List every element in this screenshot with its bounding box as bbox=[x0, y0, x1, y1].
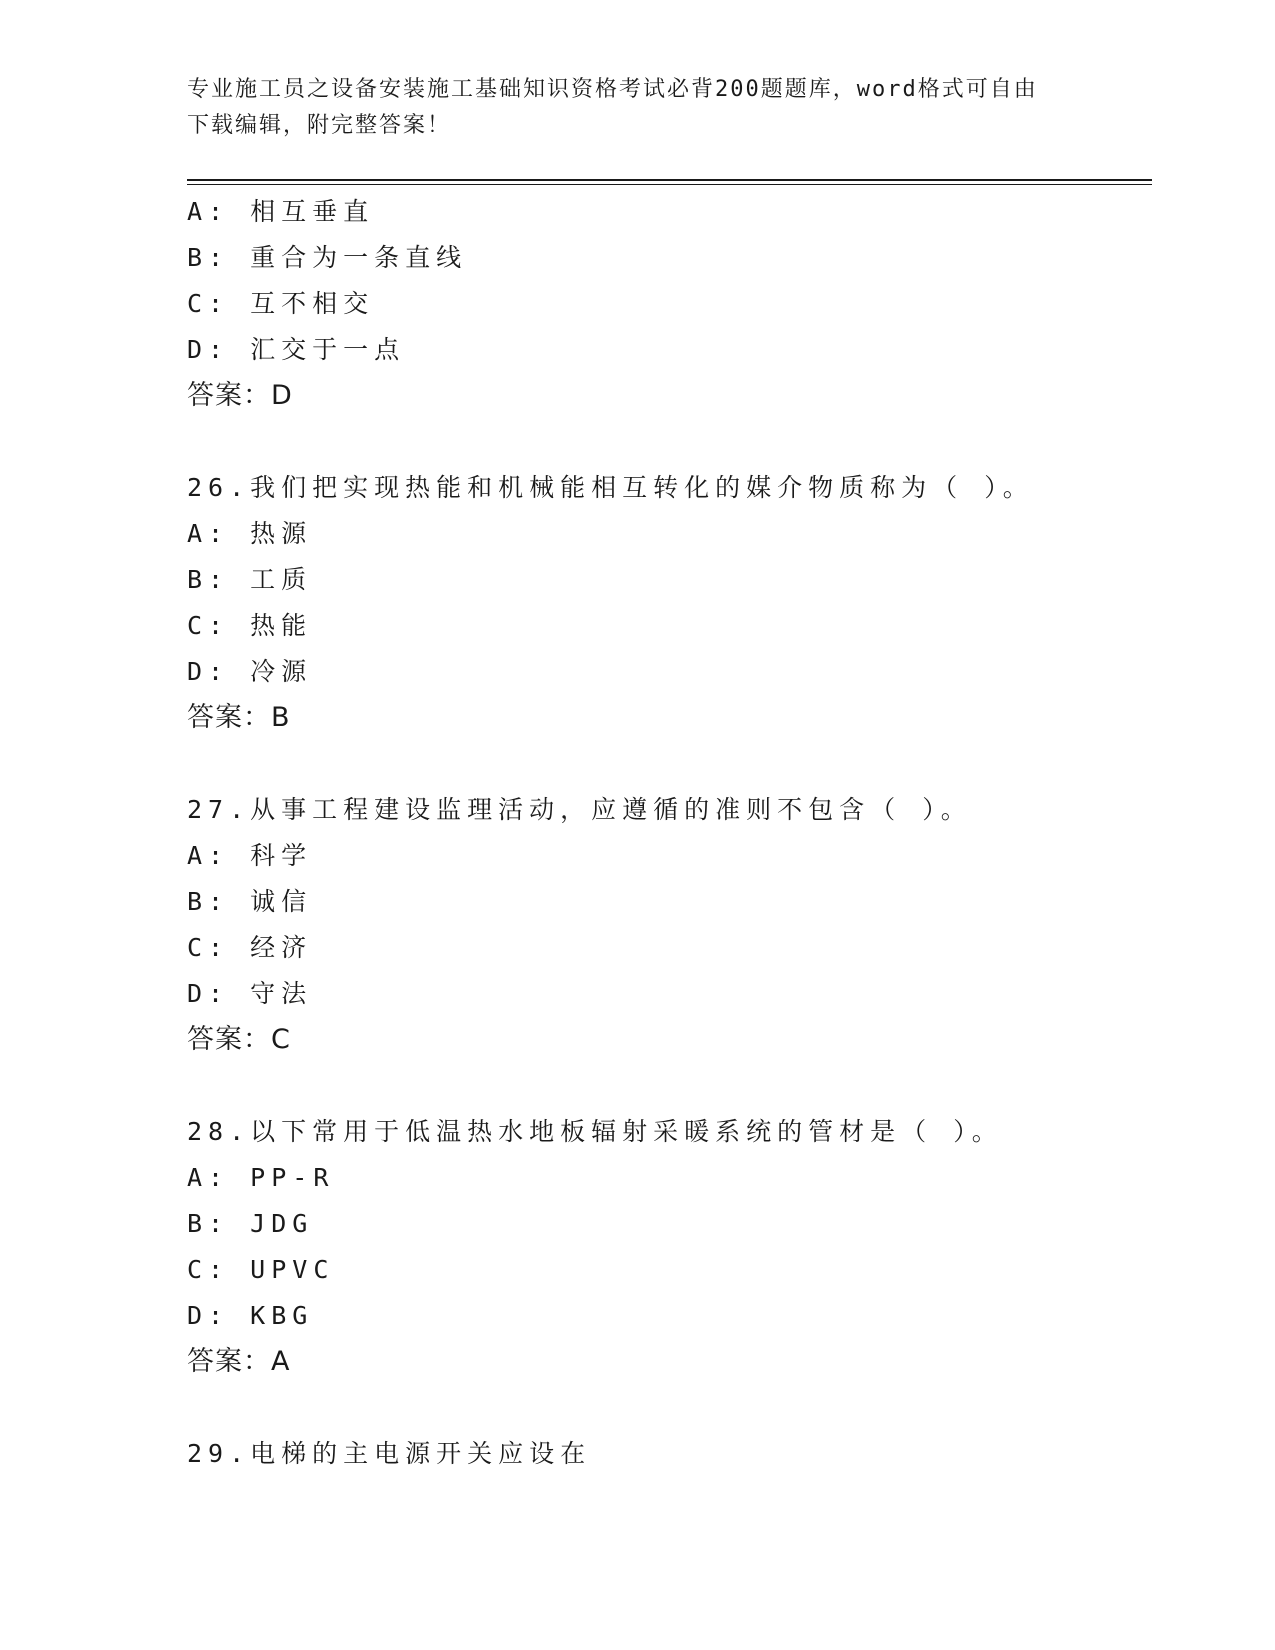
question-stem: 27.从事工程建设监理活动，应遵循的准则不包含（ ）。 bbox=[187, 795, 972, 824]
question-29-block bbox=[187, 1431, 1152, 1477]
option-c: C: 热能 bbox=[187, 611, 313, 640]
question-27-block bbox=[187, 787, 1152, 1063]
spacer bbox=[187, 741, 1152, 787]
header-divider-thin bbox=[187, 184, 1152, 185]
option-b: B: 重合为一条直线 bbox=[187, 243, 468, 272]
answer-line: 答案：A bbox=[187, 1346, 291, 1377]
header-line-2: 下载编辑，附完整答案！ bbox=[187, 113, 452, 138]
option-b: B: 工质 bbox=[187, 565, 313, 594]
option-c: C: 互不相交 bbox=[187, 289, 375, 318]
question-25-block bbox=[187, 189, 1152, 419]
question-stem: 28.以下常用于低温热水地板辐射采暖系统的管材是（ ）。 bbox=[187, 1117, 1003, 1146]
answer-line: 答案：D bbox=[187, 380, 293, 411]
header-divider-thick bbox=[187, 179, 1152, 181]
option-b: B: 诚信 bbox=[187, 887, 313, 916]
header-line-1: 专业施工员之设备安装施工基础知识资格考试必背200题题库，word格式可自由 bbox=[187, 77, 1038, 102]
option-a: A: 相互垂直 bbox=[187, 197, 375, 226]
option-d: D: KBG bbox=[187, 1301, 314, 1330]
option-a: A: 科学 bbox=[187, 841, 313, 870]
document-header bbox=[187, 72, 1087, 144]
spacer bbox=[187, 1385, 1152, 1431]
question-stem: 26.我们把实现热能和机械能相互转化的媒介物质称为（ ）。 bbox=[187, 473, 1034, 502]
option-d: D: 守法 bbox=[187, 979, 313, 1008]
option-d: D: 冷源 bbox=[187, 657, 313, 686]
question-stem: 29.电梯的主电源开关应设在 bbox=[187, 1439, 592, 1468]
option-b: B: JDG bbox=[187, 1209, 314, 1238]
question-26-block bbox=[187, 465, 1152, 741]
spacer bbox=[187, 1063, 1152, 1109]
option-c: C: 经济 bbox=[187, 933, 313, 962]
option-a: A: PP-R bbox=[187, 1163, 335, 1192]
option-a: A: 热源 bbox=[187, 519, 313, 548]
answer-line: 答案：C bbox=[187, 1024, 291, 1055]
question-list bbox=[187, 189, 1152, 1477]
spacer bbox=[187, 419, 1152, 465]
option-d: D: 汇交于一点 bbox=[187, 335, 406, 364]
question-28-block bbox=[187, 1109, 1152, 1385]
option-c: C: UPVC bbox=[187, 1255, 335, 1284]
answer-line: 答案：B bbox=[187, 702, 291, 733]
